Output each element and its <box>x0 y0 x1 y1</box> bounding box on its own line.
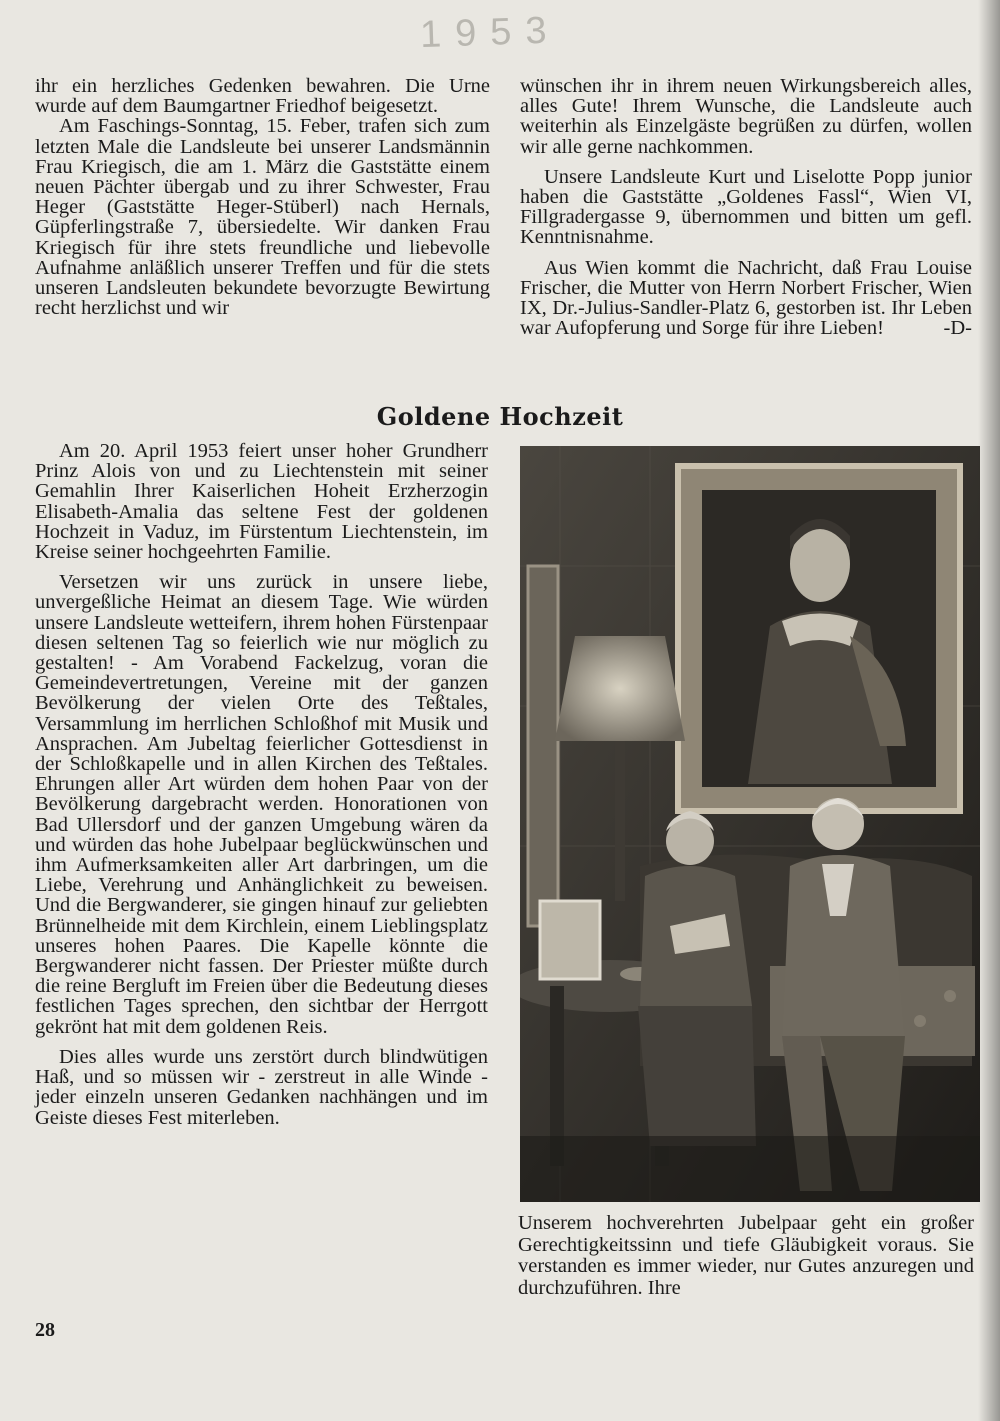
photo-caption: Unserem hochverehrten Jubelpaar geht ein großer Gerechtigkeitssinn und tiefe Gläubigkeit voraus. Sie verstanden es immer wieder, nur Gutes anzuregen und durchzuführen. Ihre <box>518 1212 974 1299</box>
paragraph: ihr ein herzliches Gedenken bewahren. Die Urne wurde auf dem Baumgartner Friedhof beigesetzt. <box>35 75 490 118</box>
couple-photograph <box>520 446 980 1202</box>
paragraph: Dies alles wurde uns zerstört durch blindwütigen Haß, und so müssen wir - zerstreut in alle Winde - jeder einzeln unseren Gedanken nachhängen und im Geiste dieses Fest miterleben. <box>35 1045 488 1129</box>
paragraph <box>520 258 972 339</box>
paragraph: wünschen ihr in ihrem neuen Wirkungsbereich alles, alles Gute! Ihrem Wunsche, die Landsleute auch weiterhin als Einzelgäste begrüßen zu dürfen, wollen wir alle gerne nachkommen. <box>520 75 972 158</box>
paragraph: Am Faschings-Sonntag, 15. Feber, trafen sich zum letzten Male die Landsleute bei unserer Landsmännin Frau Kriegisch, die am 1. März die Gaststätte einem neuen Pächter übergab und zu ihrer Schwester, Frau Heger (Gaststätte Heger-Stüberl) nach Hernals, Güpferlingstraße 7, übersiedelte. Wir danken Frau Kriegisch für ihre stets freundliche und liebevolle Aufnahme anläßlich unserer Treffen und für die stets unseren Landsleuten bekundete bevorzugte Bewirtung recht herzlichst und wir <box>35 115 490 320</box>
paragraph: Unsere Landsleute Kurt und Liselotte Popp junior haben die Gaststätte „Goldenes Fassl“, Wien VI, Fillgradergasse 9, übernommen und bitten um gefl. Kenntnisnahme. <box>520 165 972 249</box>
handwritten-year-mark: 1953 <box>419 9 562 57</box>
paragraph-text: Aus Wien kommt die Nachricht, daß Frau Louise Frischer, die Mutter von Herrn Norbert Frischer, Wien IX, Dr.-Julius-Sandler-Platz 6, gestorben ist. Ihr Leben war Aufopferung und Sorge für ihre Lieben! <box>520 256 972 340</box>
top-right-column <box>520 76 972 338</box>
article-column <box>35 441 488 1128</box>
article-title: Goldene Hochzeit <box>376 402 624 431</box>
page-number: 28 <box>35 1319 55 1341</box>
paragraph: Am 20. April 1953 feiert unser hoher Grundherr Prinz Alois von und zu Liechtenstein mit seiner Gemahlin Ihrer Kaiserlichen Hoheit Erzherzogin Elisabeth-Amalia das seltene Fest der goldenen Hochzeit in Vaduz, im Fürstentum Liechtenstein, im Kreise seiner hochgeehrten Familie. <box>35 440 488 564</box>
top-left-column <box>35 76 490 318</box>
page-edge-shadow <box>978 0 1000 1421</box>
paragraph: Versetzen wir uns zurück in unsere liebe, unvergeßliche Heimat an diesem Tage. Wie würden unsere Landsleute wetteifern, ihrem hohen Fürstenpaar diesen seltenen Tag so feierlich wie nur möglich zu gestalten! - Am Vorabend Fackelzug, voran die Gemeindevertretungen, Vereine mit der ganzen Bevölkerung der vielen Orte des Teßtales, Versammlung im herrlichen Schloßhof mit Musik und Ansprachen. Am Jubeltag feierlicher Gottesdienst in der Schloßkapelle und in allen Kirchen des Teßtales. Ehrungen aller Art würden dem hohen Paar von der Bevölkerung dargebracht werden. Honorationen von Bad Ullersdorf und der ganzen Umgebung wären da und würden das hohe Jubelpaar beglückwünschen und ihm Aufmerksamkeiten aller Art darbringen, um die Liebe, Verehrung und Anhänglichkeit zu beweisen. Und die Bergwanderer, sie gingen hinauf zur geliebten Brünnelheide mit dem Kirchlein, einem Lieblingsplatz unseres hohen Paares. Die Kapelle könnte die Bergwanderer nicht fassen. Der Priester müßte durch die reine Bergluft im Freien über die Bedeutung dieses festlichen Tages sprechen, den sichtbar der Herrgott gekrönt hat mit dem goldenen Reis. <box>35 571 488 1038</box>
author-signature: -D- <box>943 317 972 340</box>
